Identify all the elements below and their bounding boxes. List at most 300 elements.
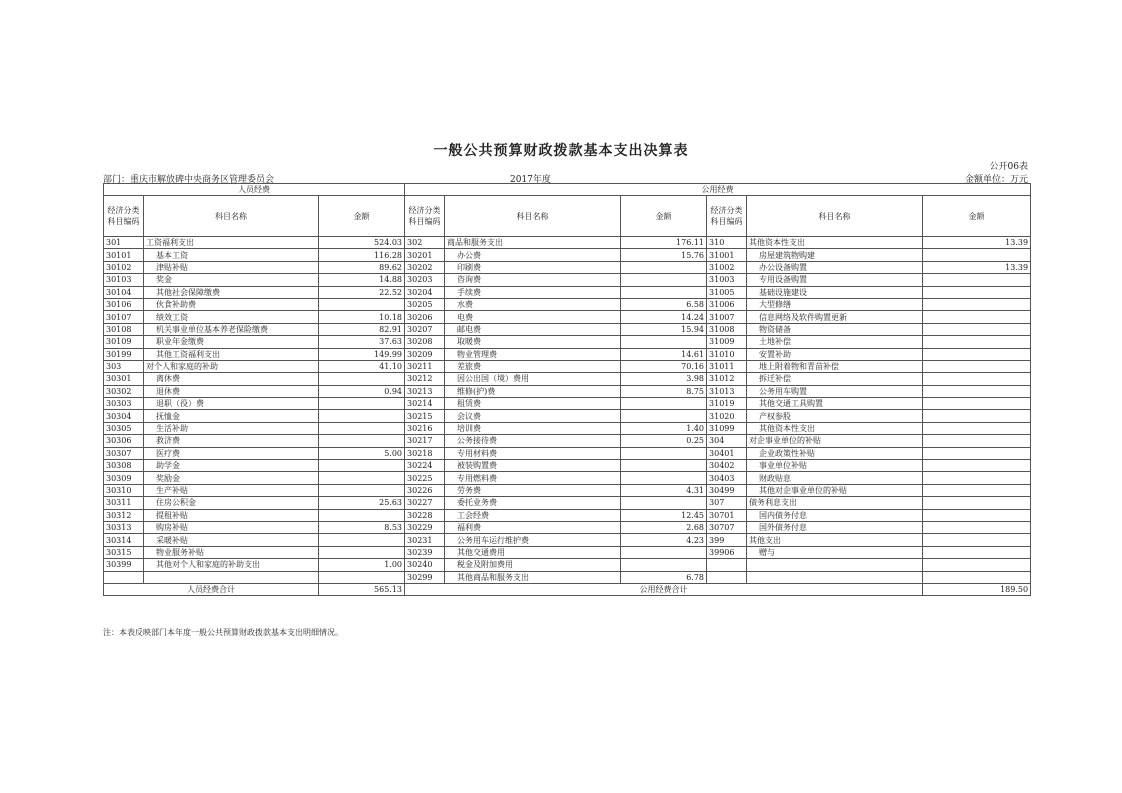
amount-cell: 13.39	[923, 261, 1031, 273]
amount-cell	[923, 497, 1031, 509]
amount-cell	[621, 261, 707, 273]
amount-cell	[621, 546, 707, 558]
table-row	[104, 336, 1031, 348]
code-cell: 31011	[707, 360, 747, 372]
amount-cell	[923, 422, 1031, 434]
amount-cell	[319, 422, 405, 434]
amount-cell	[621, 460, 707, 472]
table-row	[104, 422, 1031, 434]
name-cell: 事业单位补贴	[747, 460, 923, 472]
amount-cell	[923, 571, 1031, 583]
name-cell: 对个人和家庭的补助	[144, 360, 319, 372]
public-total-label: 公用经费合计	[405, 583, 923, 595]
code-cell: 30109	[104, 336, 144, 348]
amount-cell	[923, 286, 1031, 298]
name-cell: 水费	[445, 298, 621, 310]
code-cell: 30199	[104, 348, 144, 360]
name-cell	[144, 571, 319, 583]
amount-cell	[923, 323, 1031, 335]
name-cell: 助学金	[144, 460, 319, 472]
header-code: 经济分类科目编码	[707, 196, 747, 237]
code-cell: 30203	[405, 274, 445, 286]
code-cell: 30213	[405, 385, 445, 397]
code-cell: 30226	[405, 484, 445, 496]
amount-cell: 14.61	[621, 348, 707, 360]
code-cell: 30309	[104, 472, 144, 484]
header-name: 科目名称	[445, 196, 621, 237]
code-cell: 39906	[707, 546, 747, 558]
name-cell: 福利费	[445, 521, 621, 533]
code-cell: 30108	[104, 323, 144, 335]
code-cell: 30313	[104, 521, 144, 533]
table-row	[104, 360, 1031, 372]
amount-cell: 82.91	[319, 323, 405, 335]
name-cell: 其他对个人和家庭的补助支出	[144, 559, 319, 571]
table-row	[104, 410, 1031, 422]
code-cell: 30214	[405, 398, 445, 410]
name-cell	[747, 571, 923, 583]
name-cell: 其他交通工具购置	[747, 398, 923, 410]
amount-cell: 8.53	[319, 521, 405, 533]
name-cell: 救济费	[144, 435, 319, 447]
table-row	[104, 298, 1031, 310]
name-cell: 财政贴息	[747, 472, 923, 484]
amount-cell	[621, 497, 707, 509]
name-cell: 职业年金缴费	[144, 336, 319, 348]
name-cell: 信息网络及软件购置更新	[747, 311, 923, 323]
name-cell: 其他交通费用	[445, 546, 621, 558]
amount-cell	[923, 447, 1031, 459]
amount-cell	[319, 472, 405, 484]
name-cell: 赠与	[747, 546, 923, 558]
table-row	[104, 323, 1031, 335]
amount-cell: 25.63	[319, 497, 405, 509]
table-row	[104, 261, 1031, 273]
amount-cell	[923, 311, 1031, 323]
amount-cell	[923, 373, 1031, 385]
code-cell	[104, 571, 144, 583]
name-cell: 物资储备	[747, 323, 923, 335]
name-cell: 退职（役）费	[144, 398, 319, 410]
code-cell: 30217	[405, 435, 445, 447]
amount-cell	[319, 398, 405, 410]
amount-cell	[621, 447, 707, 459]
amount-cell	[319, 298, 405, 310]
code-cell: 30312	[104, 509, 144, 521]
code-cell: 31001	[707, 249, 747, 261]
name-cell: 办公设备购置	[747, 261, 923, 273]
name-cell: 差旅费	[445, 360, 621, 372]
name-cell: 其他社会保障缴费	[144, 286, 319, 298]
name-cell: 其他资本性支出	[747, 237, 923, 249]
amount-cell	[923, 249, 1031, 261]
group-header-row	[104, 184, 1031, 196]
amount-cell	[319, 460, 405, 472]
amount-cell: 14.24	[621, 311, 707, 323]
code-cell: 30303	[104, 398, 144, 410]
code-cell: 30215	[405, 410, 445, 422]
header-amount: 金额	[621, 196, 707, 237]
name-cell	[747, 559, 923, 571]
table-row	[104, 373, 1031, 385]
amount-cell: 3.98	[621, 373, 707, 385]
amount-cell	[319, 571, 405, 583]
amount-cell	[319, 534, 405, 546]
code-cell: 31013	[707, 385, 747, 397]
code-cell: 30208	[405, 336, 445, 348]
code-cell: 30315	[104, 546, 144, 558]
name-cell: 机关事业单位基本养老保险缴费	[144, 323, 319, 335]
name-cell: 离休费	[144, 373, 319, 385]
table-row	[104, 286, 1031, 298]
header-code: 经济分类科目编码	[104, 196, 144, 237]
table-row	[104, 521, 1031, 533]
code-cell: 302	[405, 237, 445, 249]
group-personnel: 人员经费	[104, 184, 405, 196]
amount-cell	[923, 460, 1031, 472]
code-cell: 30302	[104, 385, 144, 397]
amount-cell: 149.99	[319, 348, 405, 360]
amount-cell	[923, 484, 1031, 496]
name-cell: 劳务费	[445, 484, 621, 496]
name-cell: 绩效工资	[144, 311, 319, 323]
amount-cell	[923, 521, 1031, 533]
amount-cell	[923, 398, 1031, 410]
name-cell: 其他对企事业单位的补贴	[747, 484, 923, 496]
code-cell	[707, 559, 747, 571]
table-row	[104, 311, 1031, 323]
code-cell: 30231	[405, 534, 445, 546]
amount-cell	[319, 410, 405, 422]
amount-cell: 4.23	[621, 534, 707, 546]
code-cell	[707, 571, 747, 583]
name-cell: 被装购置费	[445, 460, 621, 472]
code-cell: 31009	[707, 336, 747, 348]
name-cell: 工资福利支出	[144, 237, 319, 249]
name-cell: 手续费	[445, 286, 621, 298]
code-cell: 31003	[707, 274, 747, 286]
header-name: 科目名称	[144, 196, 319, 237]
amount-cell	[319, 435, 405, 447]
code-cell: 30304	[104, 410, 144, 422]
year-label: 2017年度	[510, 175, 551, 185]
code-cell: 30227	[405, 497, 445, 509]
name-cell: 国外债务付息	[747, 521, 923, 533]
amount-cell	[319, 546, 405, 558]
amount-cell	[621, 336, 707, 348]
column-header-row	[104, 196, 1031, 237]
amount-cell: 41.10	[319, 360, 405, 372]
amount-cell: 8.75	[621, 385, 707, 397]
amount-cell: 6.58	[621, 298, 707, 310]
amount-cell: 4.31	[621, 484, 707, 496]
personnel-total-amount: 565.13	[319, 583, 405, 595]
name-cell: 其他商品和服务支出	[445, 571, 621, 583]
code-cell: 31006	[707, 298, 747, 310]
table-row	[104, 348, 1031, 360]
code-cell: 30211	[405, 360, 445, 372]
header-code: 经济分类科目编码	[405, 196, 445, 237]
personnel-total-label: 人员经费合计	[104, 583, 319, 595]
name-cell: 债务利息支出	[747, 497, 923, 509]
name-cell: 电费	[445, 311, 621, 323]
amount-cell	[621, 472, 707, 484]
name-cell: 房屋建筑物购建	[747, 249, 923, 261]
code-cell: 310	[707, 237, 747, 249]
name-cell: 专用设备购置	[747, 274, 923, 286]
code-cell: 30229	[405, 521, 445, 533]
code-cell: 30239	[405, 546, 445, 558]
name-cell: 提租补贴	[144, 509, 319, 521]
code-cell: 30216	[405, 422, 445, 434]
amount-cell	[621, 274, 707, 286]
amount-cell: 5.00	[319, 447, 405, 459]
name-cell: 公务用车购置	[747, 385, 923, 397]
group-public: 公用经费	[405, 184, 1031, 196]
name-cell: 伙食补助费	[144, 298, 319, 310]
amount-cell	[319, 484, 405, 496]
amount-cell	[923, 509, 1031, 521]
amount-cell: 116.28	[319, 249, 405, 261]
name-cell: 商品和服务支出	[445, 237, 621, 249]
code-cell: 303	[104, 360, 144, 372]
amount-cell	[319, 509, 405, 521]
amount-cell	[923, 472, 1031, 484]
header-name: 科目名称	[747, 196, 923, 237]
public-total-amount: 189.50	[923, 583, 1031, 595]
amount-cell	[621, 410, 707, 422]
name-cell: 地上附着物和青苗补偿	[747, 360, 923, 372]
code-cell: 31020	[707, 410, 747, 422]
name-cell: 购房补贴	[144, 521, 319, 533]
amount-cell	[621, 398, 707, 410]
name-cell: 对企事业单位的补贴	[747, 435, 923, 447]
code-cell: 30401	[707, 447, 747, 459]
code-cell: 30212	[405, 373, 445, 385]
code-cell: 30308	[104, 460, 144, 472]
table-row	[104, 435, 1031, 447]
name-cell: 奖励金	[144, 472, 319, 484]
amount-cell: 1.00	[319, 559, 405, 571]
amount-cell: 89.62	[319, 261, 405, 273]
code-cell: 30307	[104, 447, 144, 459]
name-cell: 委托业务费	[445, 497, 621, 509]
code-cell: 31019	[707, 398, 747, 410]
table-row	[104, 484, 1031, 496]
name-cell: 其他支出	[747, 534, 923, 546]
page-title: 一般公共预算财政拨款基本支出决算表	[433, 143, 689, 159]
amount-cell: 70.16	[621, 360, 707, 372]
amount-cell	[319, 373, 405, 385]
unit-label: 金额单位：万元	[964, 175, 1028, 185]
table-row	[104, 534, 1031, 546]
name-cell: 安置补助	[747, 348, 923, 360]
code-cell: 30224	[405, 460, 445, 472]
amount-cell	[923, 385, 1031, 397]
table-row	[104, 398, 1031, 410]
code-cell: 30399	[104, 559, 144, 571]
code-cell: 30201	[405, 249, 445, 261]
code-cell: 30104	[104, 286, 144, 298]
amount-cell: 15.94	[621, 323, 707, 335]
name-cell: 住房公积金	[144, 497, 319, 509]
name-cell: 其他工资福利支出	[144, 348, 319, 360]
table-row	[104, 385, 1031, 397]
footnote: 注：本表反映部门本年度一般公共预算财政拨款基本支出明细情况。	[103, 628, 343, 637]
amount-cell: 13.39	[923, 237, 1031, 249]
code-cell: 30228	[405, 509, 445, 521]
name-cell: 因公出国（境）费用	[445, 373, 621, 385]
code-cell: 30402	[707, 460, 747, 472]
code-cell: 30206	[405, 311, 445, 323]
code-cell: 30218	[405, 447, 445, 459]
amount-cell	[923, 360, 1031, 372]
name-cell: 其他资本性支出	[747, 422, 923, 434]
code-cell: 30701	[707, 509, 747, 521]
name-cell: 取暖费	[445, 336, 621, 348]
amount-cell	[923, 274, 1031, 286]
code-cell: 30209	[405, 348, 445, 360]
name-cell: 咨询费	[445, 274, 621, 286]
code-cell: 30202	[405, 261, 445, 273]
department-label: 部门：重庆市解放碑中央商务区管理委员会	[103, 175, 275, 185]
code-cell: 31005	[707, 286, 747, 298]
name-cell: 医疗费	[144, 447, 319, 459]
name-cell: 办公费	[445, 249, 621, 261]
code-cell: 31007	[707, 311, 747, 323]
code-cell: 304	[707, 435, 747, 447]
amount-cell	[923, 298, 1031, 310]
code-cell: 30311	[104, 497, 144, 509]
name-cell: 公务接待费	[445, 435, 621, 447]
code-cell: 30310	[104, 484, 144, 496]
code-cell: 30301	[104, 373, 144, 385]
name-cell: 维修(护)费	[445, 385, 621, 397]
name-cell: 津贴补贴	[144, 261, 319, 273]
name-cell: 奖金	[144, 274, 319, 286]
name-cell: 税金及附加费用	[445, 559, 621, 571]
code-cell: 30299	[405, 571, 445, 583]
expenditure-table	[103, 183, 1031, 596]
name-cell: 生产补贴	[144, 484, 319, 496]
name-cell: 产权参股	[747, 410, 923, 422]
code-cell: 30205	[405, 298, 445, 310]
table-row	[104, 546, 1031, 558]
name-cell: 国内债务付息	[747, 509, 923, 521]
code-cell: 30204	[405, 286, 445, 298]
table-row	[104, 559, 1031, 571]
name-cell: 采暖补贴	[144, 534, 319, 546]
amount-cell	[923, 546, 1031, 558]
name-cell: 大型修缮	[747, 298, 923, 310]
table-row	[104, 509, 1031, 521]
name-cell: 公务用车运行维护费	[445, 534, 621, 546]
header-amount: 金额	[319, 196, 405, 237]
code-cell: 30102	[104, 261, 144, 273]
amount-cell: 22.52	[319, 286, 405, 298]
name-cell: 印刷费	[445, 261, 621, 273]
name-cell: 退休费	[144, 385, 319, 397]
code-cell: 31002	[707, 261, 747, 273]
name-cell: 邮电费	[445, 323, 621, 335]
amount-cell	[621, 286, 707, 298]
amount-cell: 524.03	[319, 237, 405, 249]
code-cell: 30240	[405, 559, 445, 571]
table-row	[104, 497, 1031, 509]
amount-cell: 6.78	[621, 571, 707, 583]
form-code: 公开06表	[989, 162, 1028, 172]
amount-cell: 1.40	[621, 422, 707, 434]
amount-cell: 2.68	[621, 521, 707, 533]
table-row	[104, 249, 1031, 261]
amount-cell	[923, 534, 1031, 546]
name-cell: 会议费	[445, 410, 621, 422]
code-cell: 31012	[707, 373, 747, 385]
code-cell: 30101	[104, 249, 144, 261]
amount-cell	[923, 336, 1031, 348]
table-row	[104, 274, 1031, 286]
amount-cell: 14.88	[319, 274, 405, 286]
name-cell: 土地补偿	[747, 336, 923, 348]
code-cell: 30106	[104, 298, 144, 310]
name-cell: 基本工资	[144, 249, 319, 261]
name-cell: 租赁费	[445, 398, 621, 410]
name-cell: 专用材料费	[445, 447, 621, 459]
header-amount: 金额	[923, 196, 1031, 237]
code-cell: 399	[707, 534, 747, 546]
code-cell: 30306	[104, 435, 144, 447]
code-cell: 31099	[707, 422, 747, 434]
amount-cell	[923, 348, 1031, 360]
name-cell: 物业管理费	[445, 348, 621, 360]
totals-row	[104, 583, 1031, 595]
amount-cell: 15.76	[621, 249, 707, 261]
code-cell: 30707	[707, 521, 747, 533]
amount-cell: 10.18	[319, 311, 405, 323]
code-cell: 301	[104, 237, 144, 249]
amount-cell: 12.45	[621, 509, 707, 521]
table-row	[104, 237, 1031, 249]
code-cell: 30403	[707, 472, 747, 484]
table-row	[104, 571, 1031, 583]
table-row	[104, 460, 1031, 472]
code-cell: 30103	[104, 274, 144, 286]
amount-cell: 0.94	[319, 385, 405, 397]
code-cell: 31008	[707, 323, 747, 335]
name-cell: 企业政策性补贴	[747, 447, 923, 459]
amount-cell: 0.25	[621, 435, 707, 447]
code-cell: 30314	[104, 534, 144, 546]
table-row	[104, 472, 1031, 484]
amount-cell: 37.63	[319, 336, 405, 348]
name-cell: 专用燃料费	[445, 472, 621, 484]
code-cell: 30107	[104, 311, 144, 323]
name-cell: 工会经费	[445, 509, 621, 521]
name-cell: 基础设施建设	[747, 286, 923, 298]
name-cell: 物业服务补贴	[144, 546, 319, 558]
amount-cell	[621, 559, 707, 571]
code-cell: 30225	[405, 472, 445, 484]
amount-cell	[923, 435, 1031, 447]
code-cell: 307	[707, 497, 747, 509]
code-cell: 31010	[707, 348, 747, 360]
amount-cell	[923, 410, 1031, 422]
name-cell: 抚恤金	[144, 410, 319, 422]
name-cell: 生活补助	[144, 422, 319, 434]
name-cell: 培训费	[445, 422, 621, 434]
code-cell: 30207	[405, 323, 445, 335]
name-cell: 拆迁补偿	[747, 373, 923, 385]
